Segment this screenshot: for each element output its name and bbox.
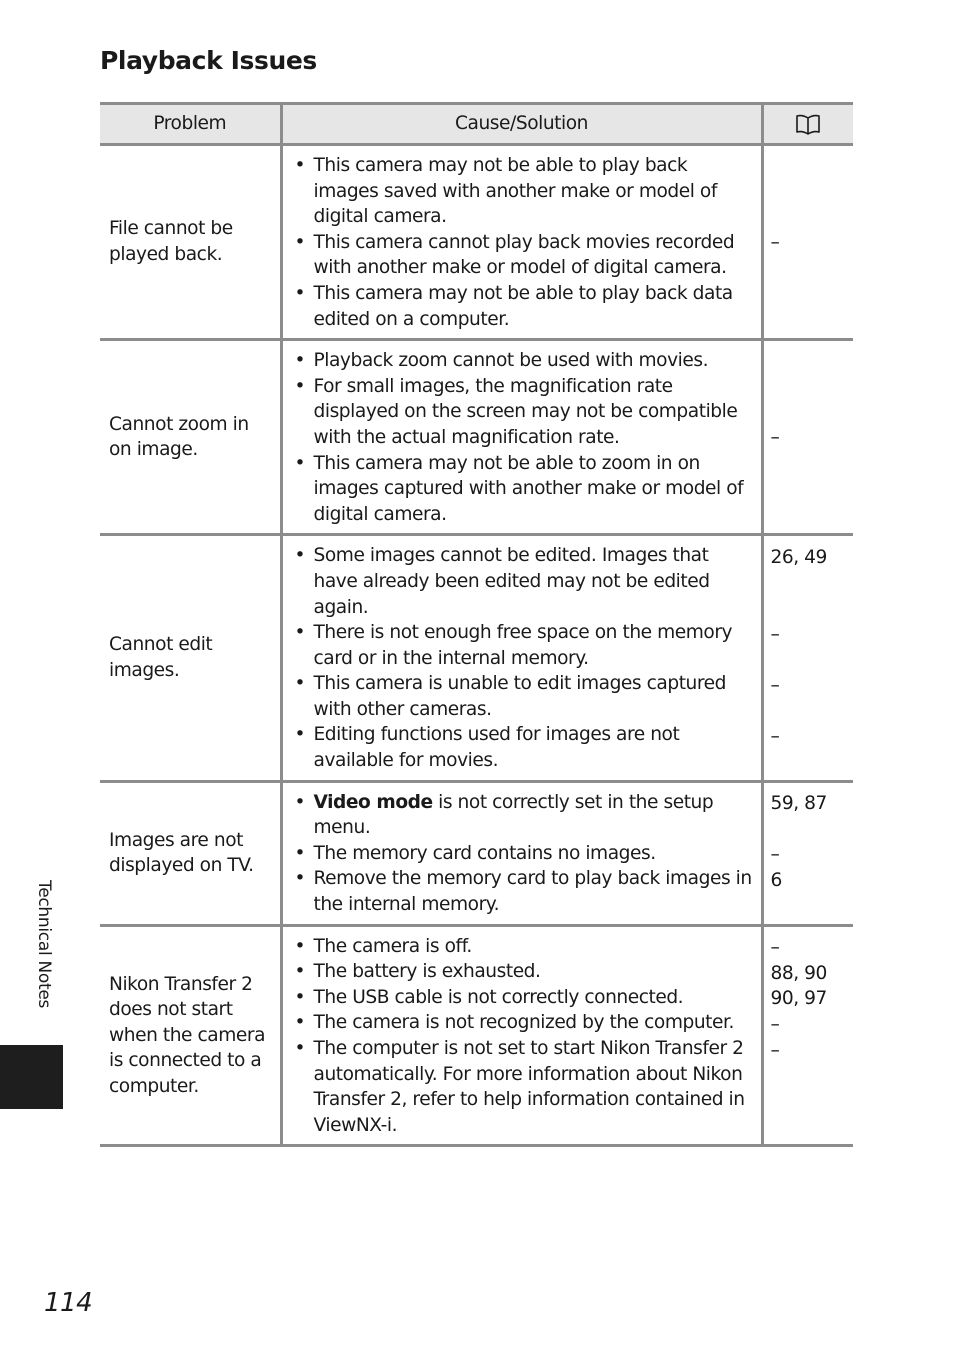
cause-item [289,841,757,867]
cause-item [289,671,757,722]
reference-cell [762,535,853,781]
cause-text: There is not enough free space on the memory card or in the internal memory. [313,622,733,669]
problem-cell: Nikon Transfer 2 does not start when the camera is connected to a computer. [100,925,281,1146]
cause-solution-cell [281,340,762,535]
cause-item [289,348,757,374]
cause-text: The USB cable is not correctly connected. [313,986,684,1008]
book-reference-icon [794,113,822,135]
page-reference: 90, 97 [770,988,827,1010]
cause-item [289,866,757,917]
table-row [100,925,853,1146]
cause-text: This camera may not be able to play back data edited on a computer. [313,282,733,330]
cause-text: The computer is not set to start Nikon Transfer 2 automatically. For more information about Nikon Transfer 2, refer to help information contained in ViewNX-i. [313,1038,745,1136]
problem-cell: Images are not displayed on TV. [100,781,281,925]
cause-item [289,959,757,985]
cause-list [289,543,757,773]
reference-cell [762,781,853,925]
table-row [100,535,853,781]
cause-item [289,790,757,841]
problem-cell: Cannot edit images. [100,535,281,781]
setting-name: Video mode [313,791,433,813]
cause-text: This camera may not be able to zoom in on images captured with another make or model of digital camera. [313,452,744,525]
cause-list [289,348,757,527]
cause-solution-cell [281,925,762,1146]
page-reference: – [770,937,780,959]
cause-text: Editing functions used for images are not available for movies. [313,724,680,772]
cause-item [289,374,757,451]
page-reference: 6 [770,869,782,891]
page-reference: – [770,674,780,696]
reference-cell [762,340,853,535]
cause-item [289,230,757,281]
playback-issues-table [100,102,853,1147]
cause-item [289,620,757,671]
page-reference: – [770,725,780,747]
cause-text: This camera cannot play back movies recorded with another make or model of digital camera. [313,231,735,279]
cause-text: The memory card contains no images. [313,842,656,864]
cause-item [289,281,757,332]
table-row [100,145,853,340]
header-reference [762,104,853,145]
cause-item [289,1036,757,1138]
cause-text: The camera is off. [313,935,472,957]
page-number: 114 [44,1288,93,1318]
header-problem: Problem [100,104,281,145]
section-tab-marker [0,1045,63,1109]
cause-text: Playback zoom cannot be used with movies. [313,350,709,372]
page-reference: 26, 49 [770,546,827,568]
section-side-label: Technical Notes [34,880,54,1009]
cause-item [289,153,757,230]
table-row [100,781,853,925]
page-reference: 88, 90 [770,962,827,984]
reference-cell [762,925,853,1146]
page-title: Playback Issues [100,46,317,75]
cause-item [289,722,757,773]
cause-list [289,790,757,918]
cause-text: This camera may not be able to play back images saved with another make or model of digital camera. [313,155,717,228]
page-reference: – [770,844,780,866]
cause-list [289,153,757,332]
cause-item [289,451,757,528]
header-cause-solution: Cause/Solution [281,104,762,145]
reference-cell [762,145,853,340]
page-reference: – [770,1013,780,1035]
cause-solution-cell [281,781,762,925]
table-row [100,340,853,535]
cause-text: is not correctly set in the setup menu. [313,791,714,839]
cause-list [289,934,757,1139]
cause-item [289,1010,757,1036]
page-reference: – [770,231,780,253]
cause-item [289,543,757,620]
problem-cell: Cannot zoom in on image. [100,340,281,535]
problem-cell: File cannot be played back. [100,145,281,340]
page-reference: – [770,623,780,645]
cause-text: The camera is not recognized by the computer. [313,1012,734,1034]
cause-text: The battery is exhausted. [313,961,541,983]
cause-text: For small images, the magnification rate displayed on the screen may not be compatible with the actual magnification rate. [313,375,738,448]
table-header-row [100,104,853,145]
cause-text: This camera is unable to edit images captured with other cameras. [313,673,726,720]
cause-item [289,985,757,1011]
page-reference: 59, 87 [770,793,827,815]
cause-solution-cell [281,535,762,781]
cause-item [289,934,757,960]
cause-text: Some images cannot be edited. Images that have already been edited may not be edited again. [313,545,710,618]
page-reference: – [770,1039,780,1061]
cause-text: Remove the memory card to play back images in the internal memory. [313,868,752,916]
cause-solution-cell [281,145,762,340]
page-reference: – [770,426,780,448]
